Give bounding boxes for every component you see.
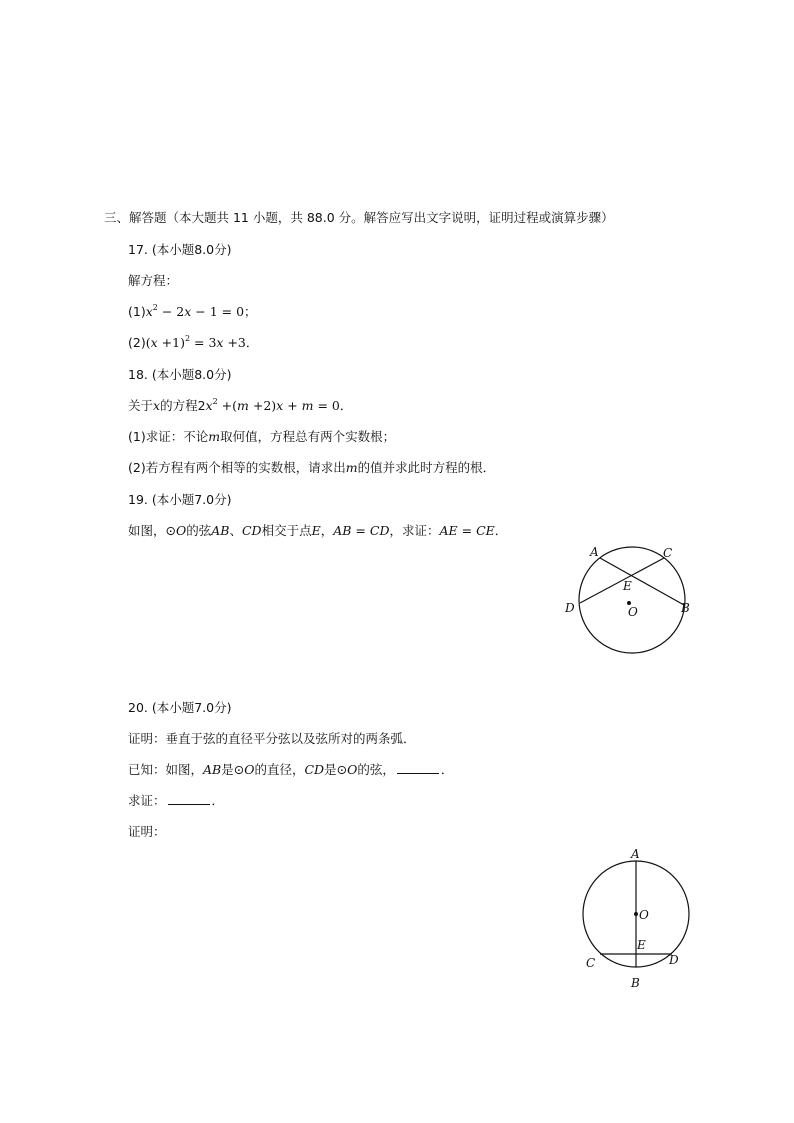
q20-given: 已知：如图，AB是⊙O的直径，CD是⊙O的弦， ． [128, 762, 454, 777]
q19-title: 19. (本小题7.0分) [128, 492, 232, 507]
q20-title: 20. (本小题7.0分) [128, 700, 232, 715]
q20-given-blank[interactable] [397, 761, 439, 774]
q20-circle-figure [575, 845, 705, 995]
q19-label-o: O [628, 605, 638, 619]
q18-part1: (1)求证：不论m取何值，方程总有两个实数根； [128, 429, 396, 444]
q19-label-e: E [623, 579, 632, 593]
q17-intro: 解方程： [128, 273, 179, 288]
q20-prove: 求证： ． [128, 793, 225, 808]
section-heading: 三、解答题（本大题共 11 小题，共 88.0 分。解答应写出文字说明，证明过程或演算步骤） [104, 210, 614, 225]
q20-label-o: O [639, 908, 649, 922]
q18-title: 18. (本小题8.0分) [128, 367, 232, 382]
q19-label-b: B [681, 601, 690, 615]
q17-part1: $(1)x^2 - 2x - 1 = 0$； [128, 302, 257, 319]
q20-center-dot [634, 912, 638, 916]
q20-line1: 证明：垂直于弦的直径平分弦以及弦所对的两条弧． [128, 731, 416, 746]
q19-circle-figure [560, 540, 700, 665]
q19-circle [579, 547, 685, 653]
q19-statement: 如图，⊙O的弦AB、CD相交于点E，AB = CD，求证：AE = CE． [128, 523, 508, 538]
q20-label-a: A [631, 847, 640, 861]
q20-proof: 证明： [128, 824, 166, 839]
q18-part2: (2)若方程有两个相等的实数根，请求出m的值并求此时方程的根． [128, 460, 496, 475]
q20-label-e: E [637, 938, 646, 952]
q17-part2: $(2)(x +1)^2 = 3x +3$． [128, 333, 259, 350]
q20-prove-blank[interactable] [168, 792, 210, 805]
q18-statement: 关于x的方程$2x^2 +(m +2)x + m = 0$． [128, 396, 353, 413]
q19-label-a: A [590, 545, 599, 559]
q19-label-d: D [565, 601, 575, 615]
q20-label-d: D [669, 953, 679, 967]
q17-title: 17. (本小题8.0分) [128, 242, 232, 257]
q20-label-b: B [631, 976, 640, 990]
q19-label-c: C [663, 546, 673, 560]
q20-label-c: C [586, 956, 596, 970]
